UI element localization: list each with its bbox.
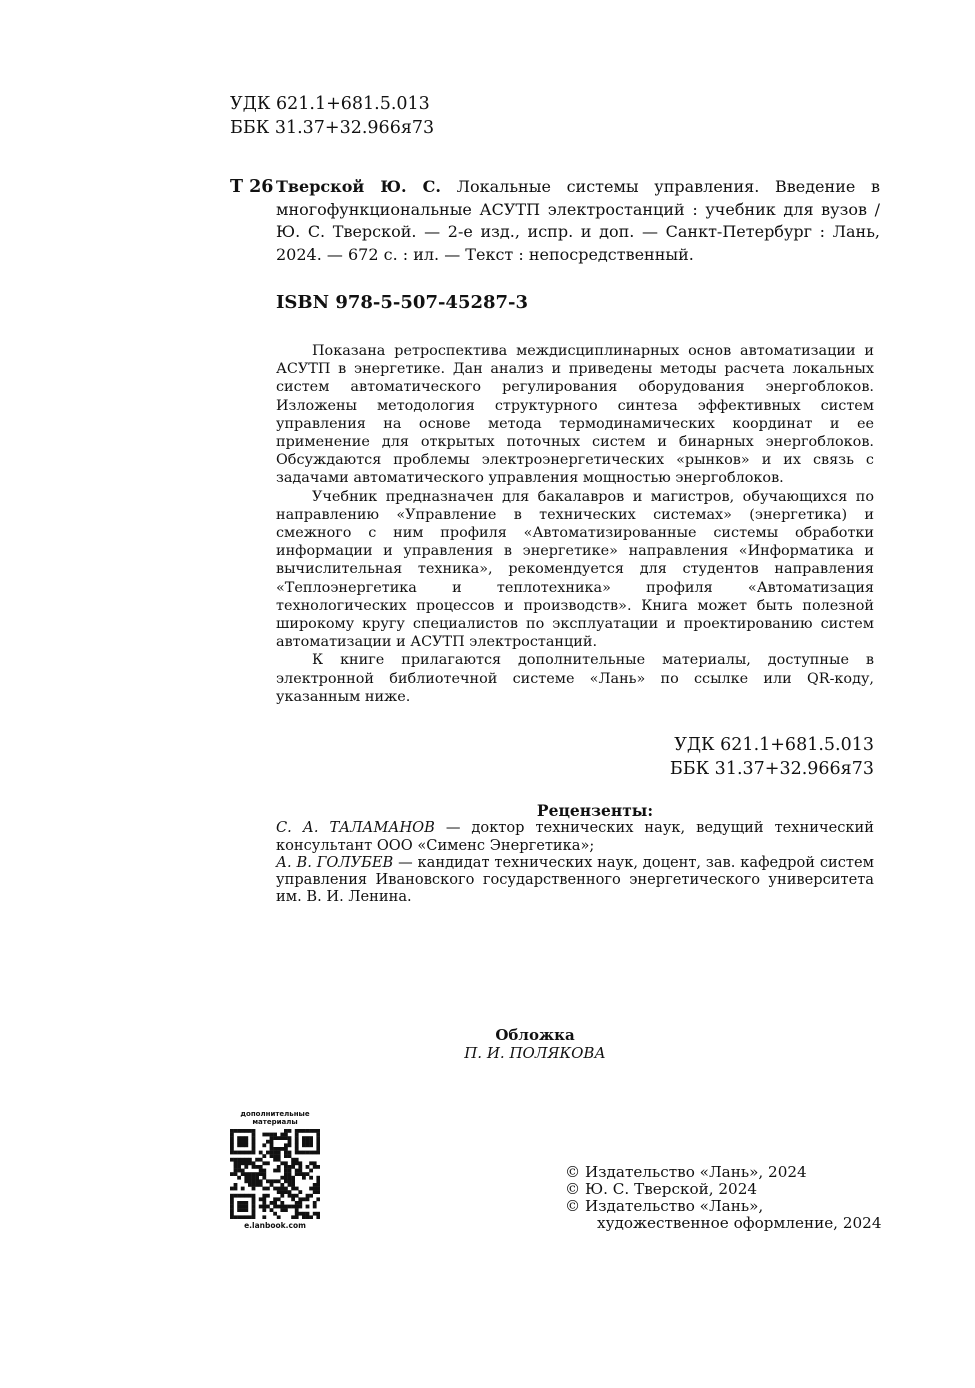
bibliographic-entry xyxy=(230,176,880,266)
cover-title: Обложка xyxy=(495,1026,575,1044)
qr-url: e.lanbook.com xyxy=(244,1221,306,1230)
copyright-line-1: © Издательство «Лань», 2024 xyxy=(565,1163,807,1181)
cover-credit xyxy=(276,1026,794,1062)
udk-bbk-bottom xyxy=(580,733,874,781)
reviewer-2-name: А. В. ГОЛУБЕВ xyxy=(276,853,394,871)
reviewer-1-text: — доктор технических наук, ведущий технический консультант ООО «Сименс Энергетика»; xyxy=(276,819,874,854)
reviewer-2-text: — кандидат технических наук, доцент, зав. кафедрой систем управления Ивановского государственного энергетического университета им. В. И. Ленина. xyxy=(276,853,874,906)
author-name: Тверской Ю. С. xyxy=(276,177,441,196)
reviewer-2 xyxy=(276,854,874,906)
qr-caption-line-2: материалы xyxy=(252,1118,298,1126)
reviewer-1-name: С. А. ТАЛАМАНОВ xyxy=(276,819,435,837)
reviewers xyxy=(276,802,874,906)
description-text: Локальные системы управления. Введение в многофункциональные АСУТП электростанций : учебник для вузов / Ю. С. Тверской. — 2-е изд., испр. и доп. — Санкт-Петербург : Лань, 2024. — 672 с. : ил. — Текст : непосредственный. xyxy=(276,177,880,264)
qr-caption xyxy=(230,1110,320,1126)
qr-caption-line-1: дополнительные xyxy=(240,1110,310,1118)
copyright-line-4: художественное оформление, 2024 xyxy=(597,1214,882,1232)
bbk-code-bottom: ББК 31.37+32.966я73 xyxy=(669,759,874,779)
reviewers-title: Рецензенты: xyxy=(536,801,654,820)
annotation-paragraph-3: К книге прилагаются дополнительные материалы, доступные в электронной библиотечной системе «Лань» по ссылке или QR-коду, указанным ниже. xyxy=(276,652,874,705)
bibliographic-description xyxy=(276,176,880,266)
annotation-paragraph-1: Показана ретроспектива междисциплинарных основ автоматизации и АСУТП в энергетике. Дан анализ и приведены методы расчета локальных систем автоматического регулирования оборудования энергоблоков. Изложены методология структурного синтеза эффективных систем управления на основе метода термодинамических координат и ее применение для открытых поточных систем и бинарных энергоблоков. Обсуждаются проблемы электроэнергетических «рынков» и их связь с задачами автоматического управления мощностью энергоблоков. xyxy=(276,343,874,487)
reviewer-1 xyxy=(276,819,874,854)
isbn: ISBN 978-5-507-45287-3 xyxy=(276,292,529,313)
qr-code-icon[interactable] xyxy=(230,1129,320,1219)
udk-code: УДК 621.1+681.5.013 xyxy=(230,94,430,114)
copyright-line-2: © Ю. С. Тверской, 2024 xyxy=(565,1180,758,1198)
annotation xyxy=(276,342,874,706)
bbk-code: ББК 31.37+32.966я73 xyxy=(230,118,435,138)
udk-code-bottom: УДК 621.1+681.5.013 xyxy=(674,735,874,755)
copyright-line-3: © Издательство «Лань», xyxy=(565,1197,764,1215)
qr-block xyxy=(230,1110,320,1230)
cover-designer: П. И. ПОЛЯКОВА xyxy=(464,1044,606,1062)
annotation-paragraph-2: Учебник предназначен для бакалавров и магистров, обучающихся по направлению «Управление в технических системах» (энергетика) и смежного с ним профиля «Автоматизированные системы обработки информации и управления в энергетике» направления «Информатика и вычислительная техника», рекомендуется для студентов направления «Теплоэнергетика и теплотехника» профиля «Автоматизация технологических процессов и производств». Книга может быть полезной широкому кругу специалистов по эксплуатации и проектированию систем автоматизации и АСУТП электростанций. xyxy=(276,488,874,651)
udk-bbk-top xyxy=(230,92,434,140)
copyright xyxy=(565,1164,882,1232)
author-mark: Т 26 xyxy=(230,177,274,197)
